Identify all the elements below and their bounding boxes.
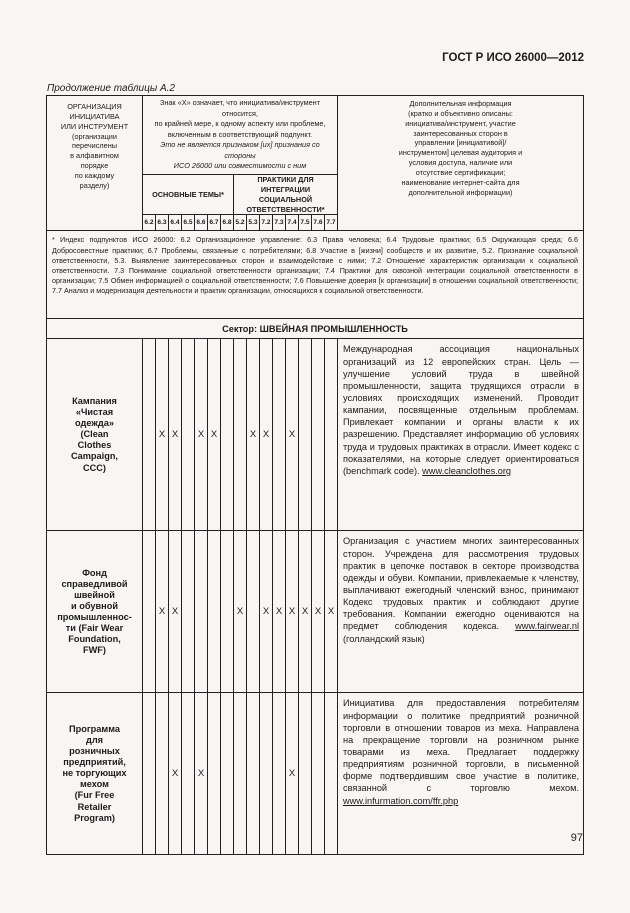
sector-heading: Сектор: ШВЕЙНАЯ ПРОМЫШЛЕННОСТЬ [47, 319, 584, 339]
organization-name-line: розничных [69, 746, 120, 757]
organization-name-line: справедливой [61, 578, 128, 589]
page-number: 97 [570, 832, 583, 844]
practice-mark: X [286, 531, 299, 693]
core-subject-code: 6.3 [156, 215, 169, 231]
table-row [47, 693, 584, 855]
practice-code: 7.4 [286, 215, 299, 231]
practice-mark [260, 693, 273, 855]
info-line: Дополнительная информация [409, 99, 512, 108]
x-sign-explanation [143, 96, 338, 175]
description-text: Организация с участием многих заинтересованных сторон. Учреждена для рассмотрения трудовых практик в цепочке поставок в секторе производства одежды и обуви. Компании, привлекаемые к членству, выплачивают ежегодный членский взнос, принимают Кодекс трудовых практик и соблюдают другие требования. Компании ежегодно оцениваются на предмет соблюдения кодекса. [343, 536, 579, 632]
website-link[interactable]: www.infurmation.com/ffr.php [343, 795, 459, 806]
core-subject-mark: X [169, 531, 182, 693]
practice-code: 7.6 [312, 215, 325, 231]
organization-name-line: и обувной [71, 600, 118, 611]
practice-mark [312, 693, 325, 855]
practice-mark [247, 531, 260, 693]
core-subject-mark [221, 531, 234, 693]
practice-code: 5.3 [247, 215, 260, 231]
organization-name-line: FWF) [83, 645, 106, 656]
organization-name-line: (Fur Free [74, 790, 115, 801]
org-line: по каждому [74, 170, 115, 180]
core-subject-mark [221, 693, 234, 855]
organization-name-line: мехом [80, 779, 109, 790]
core-subject-mark [208, 531, 221, 693]
core-subject-mark: X [169, 693, 182, 855]
initiative-description [338, 693, 584, 855]
sign-note-line: включенным в соответствующий подпункт. [167, 129, 313, 139]
organization-name [47, 693, 143, 855]
core-subject-code: 6.5 [182, 215, 195, 231]
organization-name-line: CCC) [83, 462, 106, 473]
core-subject-code: 6.7 [208, 215, 221, 231]
organization-name-line: ти (Fair Wear [65, 622, 124, 633]
initiatives-table [46, 95, 584, 855]
practice-code: 5.2 [234, 215, 247, 231]
practice-mark [299, 693, 312, 855]
core-subject-mark: X [195, 693, 208, 855]
practice-mark: X [260, 339, 273, 531]
core-subject-mark: X [195, 339, 208, 531]
organization-name-line: швейной [74, 589, 115, 600]
core-subject-mark [143, 693, 156, 855]
organization-name-line: Программа [69, 724, 120, 735]
organization-name-line: промышленнос- [57, 611, 132, 622]
website-link[interactable]: www.fairwear.nl [515, 621, 579, 632]
org-line: ИНИЦИАТИВА [69, 111, 120, 121]
organization-name-line: Program) [74, 812, 115, 823]
core-subject-mark [182, 531, 195, 693]
organization-name-line: Retailer [77, 801, 112, 812]
organization-name-line: Campaign, [71, 451, 118, 462]
core-subject-mark: X [208, 339, 221, 531]
practice-mark [325, 339, 338, 531]
core-subject-code: 6.8 [221, 215, 234, 231]
core-subject-code: 6.6 [195, 215, 208, 231]
organization-name-line: Кампания [72, 396, 117, 407]
info-line: инструментом] целевая аудитория и [398, 148, 523, 158]
practice-mark: X [312, 531, 325, 693]
description-text: Международная ассоциация национальных организаций из 12 европейских стран. Цель — улучшение условий труда в швейной промышленности, защита трудящихся отрасли в условиях происходящих изменений. Проводит кампании, посвященные отдельным проблемам. Привлекает компании и органы власти к их разрешению. Представляет информацию об условиях труда и трудовых практиках в отрасли. Имеет кодекс с показателями, на которые следует ориентироваться (benchmark code). [343, 344, 579, 476]
core-subject-mark [182, 339, 195, 531]
sign-note-disclaimer-line: ИСО 26000 или совместимости с ним [173, 161, 307, 171]
core-subject-mark [208, 693, 221, 855]
additional-info-column-header [338, 96, 584, 231]
core-subject-code: 6.4 [169, 215, 182, 231]
sign-note-disclaimer-line: Это не является признаком [их] признания со стороны [160, 140, 320, 160]
sign-note-line: по крайней мере, к одному аспекту или проблеме, [154, 119, 326, 129]
core-subject-mark: X [156, 339, 169, 531]
core-subject-mark [156, 693, 169, 855]
table-continuation-caption: Продолжение таблицы А.2 [47, 83, 175, 94]
initiative-description [338, 531, 584, 693]
organization-name-line: не торгующих [62, 768, 127, 779]
organization-name-line: для [85, 735, 104, 746]
standard-designation: ГОСТ Р ИСО 26000—2012 [442, 52, 584, 64]
description-text: Инициатива для предоставления потребителям информации о политике предприятий розничной торговли в отношении товаров из меха. Направлена на прекращение торговли на розничном рынке товарами из меха. Предлагает поддержку предприятиям розничной торговли, в письменной форме подтвердившим свое участие в политике, связанной с торговлю мехом. [343, 698, 579, 794]
info-line: (кратко и объективно описаны: [408, 108, 513, 118]
core-subject-mark [221, 339, 234, 531]
organization-name-line: «Чистая [75, 407, 114, 418]
organization-name-line: предприятий, [63, 757, 126, 768]
org-line: в алфавитном [70, 151, 119, 161]
org-line: (организации [72, 131, 117, 141]
subclause-index-note: * Индекс подпунктов ИСО 26000: 6.2 Организационное управление: 6.3 Права человека; 6.4 Трудовые практики; 6.5 Окружающая среда; 6.6 Добросовестные практики; 6.7 Проблемы, связанные с потребителями; 6.8 Участие в [жизни] сообществ и их развитие, 5.2. Признание социальной ответственности, 5.3. Выявление заинтересованных сторон и взаимодействие с ними; 7.2 Отношение характеристик организации к социальной ответственности. 7.3 Понимание социальной ответственности организации; 7.4 Практики для сквозной интеграции социальной ответственности в организации; 7.5 Обмен информацией о социальной ответственности; 7.6 Повышение доверия [к организации] в отношении социальной ответственности; 7.7 Анализ и модернизация деятельности и практик организации, относящихся к социальной ответственности. [47, 231, 584, 319]
link-note: (голландский язык) [343, 633, 425, 644]
practices-line: ПРАКТИКИ ДЛЯ ИНТЕГРАЦИИ [257, 175, 314, 194]
table-row [47, 339, 584, 531]
practice-code: 7.5 [299, 215, 312, 231]
core-subjects-header: ОСНОВНЫЕ ТЕМЫ* [143, 175, 234, 215]
info-line: отсутствие сертификации; [415, 167, 506, 177]
info-line: дополнительной информации) [408, 187, 513, 197]
practice-mark: X [299, 531, 312, 693]
table-row [47, 531, 584, 693]
info-line: инициатива/инструмент, участие [405, 118, 516, 128]
info-line: наименование интернет-сайта для [401, 177, 520, 187]
org-line: ОРГАНИЗАЦИЯ [67, 102, 122, 111]
practice-mark [299, 339, 312, 531]
organization-name-line: одежда» [75, 418, 114, 429]
practice-code: 7.7 [325, 215, 338, 231]
practice-mark [247, 693, 260, 855]
info-line: заинтересованных сторон в [413, 128, 508, 138]
practice-mark: X [260, 531, 273, 693]
org-line: порядке [80, 161, 109, 171]
core-subject-mark [143, 531, 156, 693]
practice-mark [325, 693, 338, 855]
practice-mark: X [286, 693, 299, 855]
practice-mark [312, 339, 325, 531]
integration-practices-header [234, 175, 338, 215]
core-subject-mark [195, 531, 208, 693]
core-subject-code: 6.2 [143, 215, 156, 231]
practice-code: 7.3 [273, 215, 286, 231]
org-line: разделу) [79, 180, 110, 190]
practice-code: 7.2 [260, 215, 273, 231]
core-subject-mark: X [156, 531, 169, 693]
organization-name [47, 531, 143, 693]
organization-name [47, 339, 143, 531]
organization-column-header [47, 96, 143, 231]
practice-mark: X [325, 531, 338, 693]
practice-mark [273, 693, 286, 855]
organization-name-line: (Clean [80, 429, 109, 440]
org-line: ИЛИ ИНСТРУМЕНТ [60, 121, 129, 131]
practice-mark [234, 339, 247, 531]
organization-name-line: Foundation, [68, 633, 121, 644]
org-line: перечислены [72, 141, 117, 151]
practice-mark [234, 693, 247, 855]
core-subject-mark [143, 339, 156, 531]
practices-line: ОТВЕТСТВЕННОСТИ* [246, 204, 325, 214]
core-subject-mark: X [169, 339, 182, 531]
info-line: управлении [инициативой]/ [414, 138, 507, 148]
practice-mark [273, 339, 286, 531]
website-link[interactable]: www.cleanclothes.org [422, 465, 512, 476]
practice-mark: X [247, 339, 260, 531]
core-subject-mark [182, 693, 195, 855]
organization-name-line: Фонд [82, 567, 107, 578]
practice-mark: X [273, 531, 286, 693]
organization-name-line: Clothes [77, 440, 112, 451]
sign-note-line: Знак «Х» означает, что инициатива/инструмент относится, [159, 98, 321, 118]
practices-line: СОЦИАЛЬНОЙ [258, 194, 313, 204]
info-line: условия доступа, наличие или [408, 158, 513, 168]
practice-mark: X [286, 339, 299, 531]
initiative-description [338, 339, 584, 531]
practice-mark: X [234, 531, 247, 693]
